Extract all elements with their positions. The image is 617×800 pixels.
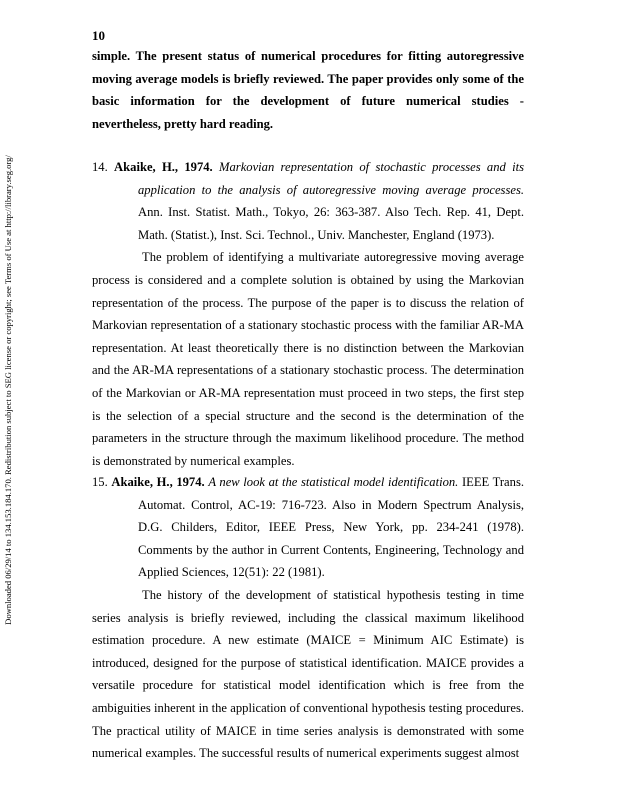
reference-author: Akaike, H., 1974.: [114, 160, 213, 174]
reference-author: Akaike, H., 1974.: [111, 475, 205, 489]
intro-block: [92, 45, 524, 135]
reference-citation: Ann. Inst. Statist. Math., Tokyo, 26: 363-387. Also Tech. Rep. 41, Dept. Math. (Statist.), Inst. Sci. Technol., Univ. Manchester, England (1973).: [138, 205, 524, 242]
reference-entry-15: [92, 471, 524, 765]
reference-header: [92, 156, 524, 246]
reference-header: [92, 471, 524, 584]
reference-title: A new look at the statistical model identification.: [208, 475, 459, 489]
reference-abstract: The problem of identifying a multivariate autoregressive moving average process is considered and a complete solution is obtained by using the Markovian representation of the process. The purpose of the paper is to discuss the relation of Markovian representation of a stationary stochastic process with the familiar AR-MA representation. At least theoretically there is no distinction between the Markovian and the AR-MA representations of a stationary stochastic process. The determination of the Markovian or AR-MA representation must proceed in two steps, the first step is the selection of a special structure and the second is the determination of the parameters in the structure through the maximum likelihood procedure. The method is demonstrated by numerical examples.: [92, 250, 524, 468]
reference-citation: IEEE Trans. Automat. Control, AC-19: 716-723. Also in Modern Spectrum Analysis, D.G. Childers, Editor, IEEE Press, New York, pp. 234-241 (1978). Comments by the author in Current Contents, Engineering, Technology and Applied Sciences, 12(51): 22 (1981).: [138, 475, 524, 580]
reference-abstract: The history of the development of statistical hypothesis testing in time series analysis is briefly reviewed, including the classical maximum likelihood estimation procedure. A new estimate (MAICE = Minimum AIC Estimate) is introduced, designed for the purpose of statistical identification. MAICE provides a versatile procedure for statistical model identification which is free from the ambiguities inherent in the application of conventional hypothesis testing procedures. The practical utility of MAICE in time series analysis is demonstrated with some numerical examples. The successful results of numerical experiments suggest almost: [92, 587, 524, 761]
reference-title: Markovian representation of stochastic processes and its application to the analysis of autoregressive moving average processes.: [138, 160, 524, 197]
download-notice: [2, 125, 14, 655]
reference-entry-14: [92, 156, 524, 472]
reference-number: 15.: [92, 475, 108, 489]
page-number: 10: [92, 28, 105, 43]
intro-paragraph: simple. The present status of numerical procedures for fitting autoregressive moving average models is briefly reviewed. The paper provides only some of the basic information for the development of future numerical studies - nevertheless, pretty hard reading.: [92, 49, 524, 131]
reference-number: 14.: [92, 160, 108, 174]
download-notice-text: Downloaded 06/29/14 to 134.153.184.170. Redistribution subject to SEG license or copyright; see Terms of Use at http://library.seg.org/: [3, 155, 13, 625]
